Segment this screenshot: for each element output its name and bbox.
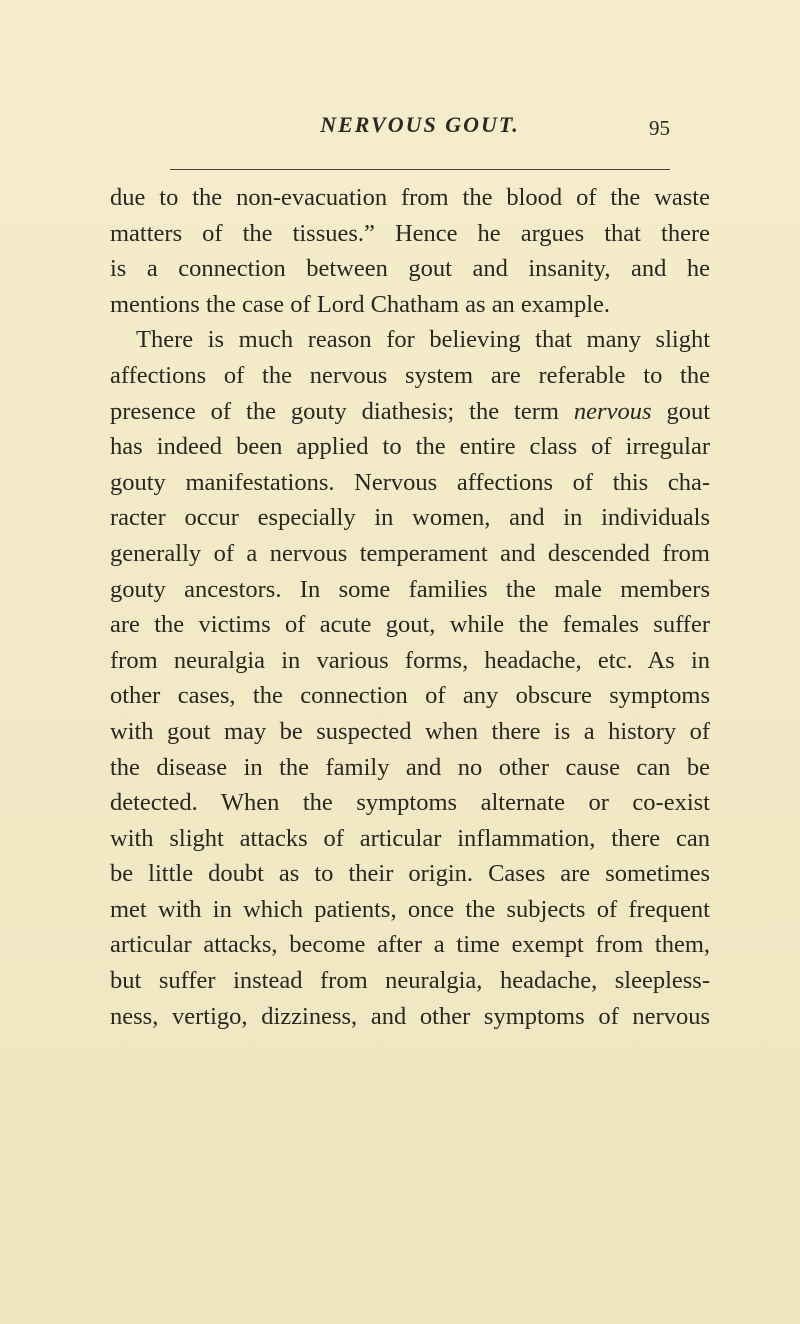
- paragraph: [110, 180, 710, 322]
- text-line: gouty ancestors. In some families the male members: [110, 575, 710, 603]
- text-segment: presence of the gouty diathesis; the term: [110, 397, 559, 425]
- body-text: [110, 180, 710, 1034]
- header-rule: [170, 169, 670, 170]
- text-line: articular attacks, become after a time exempt from them,: [110, 931, 710, 959]
- text-line: but suffer instead from neuralgia, headache, sleepless-: [110, 967, 710, 995]
- text-line: ness, vertigo, dizziness, and other symptoms of nervous: [110, 1002, 710, 1030]
- text-line: gouty manifestations. Nervous affections of this cha-: [110, 468, 710, 496]
- text-line: with gout may be suspected when there is a history of: [110, 717, 710, 745]
- text-line: met with in which patients, once the subjects of frequent: [110, 895, 710, 923]
- text-line: from neuralgia in various forms, headache, etc. As in: [110, 646, 710, 674]
- text-line: has indeed been applied to the entire class of irregular: [110, 433, 710, 461]
- page-number: 95: [649, 116, 670, 140]
- text-line: detected. When the symptoms alternate or co-exist: [110, 789, 710, 817]
- text-line: matters of the tissues.” Hence he argues that there: [110, 219, 710, 247]
- text-line: is a connection between gout and insanity, and he: [110, 255, 710, 283]
- text-line: generally of a nervous temperament and descended from: [110, 539, 710, 567]
- text-line: the disease in the family and no other cause can be: [110, 753, 710, 781]
- text-line: There is much reason for believing that many slight: [136, 326, 710, 354]
- text-line-with-italic: [110, 394, 710, 430]
- paragraph: [110, 322, 710, 1034]
- italic-term: nervous: [573, 397, 652, 425]
- text-line: affections of the nervous system are referable to the: [110, 361, 710, 389]
- text-line: racter occur especially in women, and in individuals: [110, 504, 710, 532]
- text-line: with slight attacks of articular inflammation, there can: [110, 824, 710, 852]
- page-header: [170, 112, 670, 148]
- text-line: due to the non-evacuation from the blood of the waste: [110, 184, 710, 211]
- text-segment: gout: [666, 397, 711, 425]
- text-line: are the victims of acute gout, while the females suffer: [110, 611, 710, 639]
- text-line: other cases, the connection of any obscure symptoms: [110, 682, 710, 710]
- text-line: be little doubt as to their origin. Cases are sometimes: [110, 860, 710, 888]
- running-head: NERVOUS GOUT.: [320, 112, 520, 137]
- text-line: mentions the case of Lord Chatham as an example.: [110, 290, 611, 318]
